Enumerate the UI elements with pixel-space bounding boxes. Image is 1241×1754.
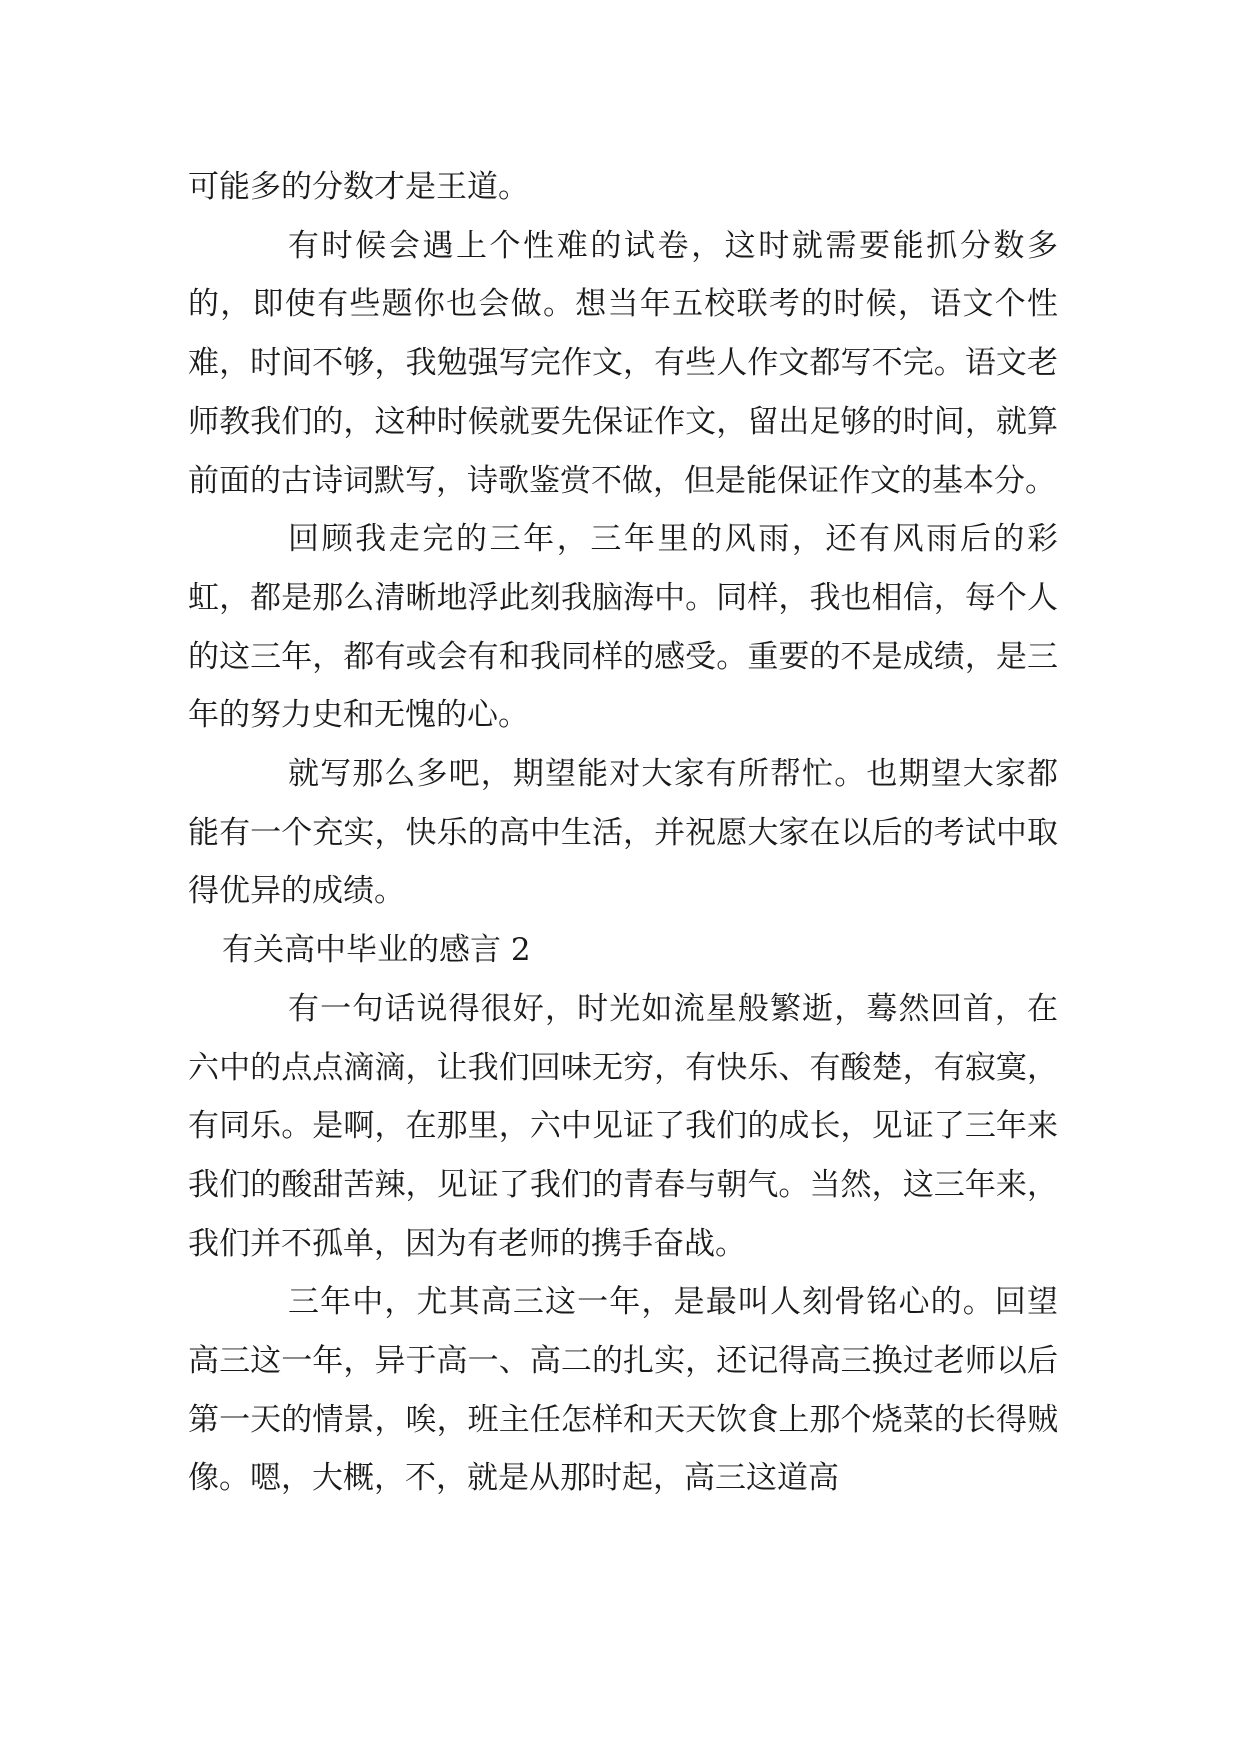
paragraph: 就写那么多吧，期望能对大家有所帮忙。也期望大家都能有一个充实，快乐的高中生活，并祝愿大家在以后的考试中取得优异的成绩。 — [188, 756, 1058, 910]
paragraph: 三年中，尤其高三这一年，是最叫人刻骨铭心的。回望高三这一年，异于高一、高二的扎实，还记得高三换过老师以后第一天的情景，唉，班主任怎样和天天饮食上那个烧菜的长得贼像。嗯，大概，不，就是从那时起，高三这道高 — [188, 1284, 1058, 1497]
paragraph: 回顾我走完的三年，三年里的风雨，还有风雨后的彩虹，都是那么清晰地浮此刻我脑海中。同样，我也相信，每个人的这三年，都有或会有和我同样的感受。重要的不是成绩，是三年的努力史和无愧的心。 — [188, 521, 1058, 734]
paragraph: 有时候会遇上个性难的试卷，这时就需要能抓分数多的，即使有些题你也会做。想当年五校联考的时候，语文个性难，时间不够，我勉强写完作文，有些人作文都写不完。语文老师教我们的，这种时候就要先保证作文，留出足够的时间，就算前面的古诗词默写，诗歌鉴赏不做，但是能保证作文的基本分。 — [188, 227, 1058, 499]
paragraph-continuation: 可能多的分数才是王道。 — [188, 169, 529, 205]
document-body — [188, 158, 1058, 1508]
section-heading: 有关高中毕业的感言 2 — [222, 932, 531, 969]
paragraph: 有一句话说得很好，时光如流星般繁逝，蓦然回首，在六中的点点滴滴，让我们回味无穷，有快乐、有酸楚，有寂寞，有同乐。是啊，在那里，六中见证了我们的成长，见证了三年来我们的酸甜苦辣，见证了我们的青春与朝气。当然，这三年来，我们并不孤单，因为有老师的携手奋战。 — [188, 990, 1058, 1262]
